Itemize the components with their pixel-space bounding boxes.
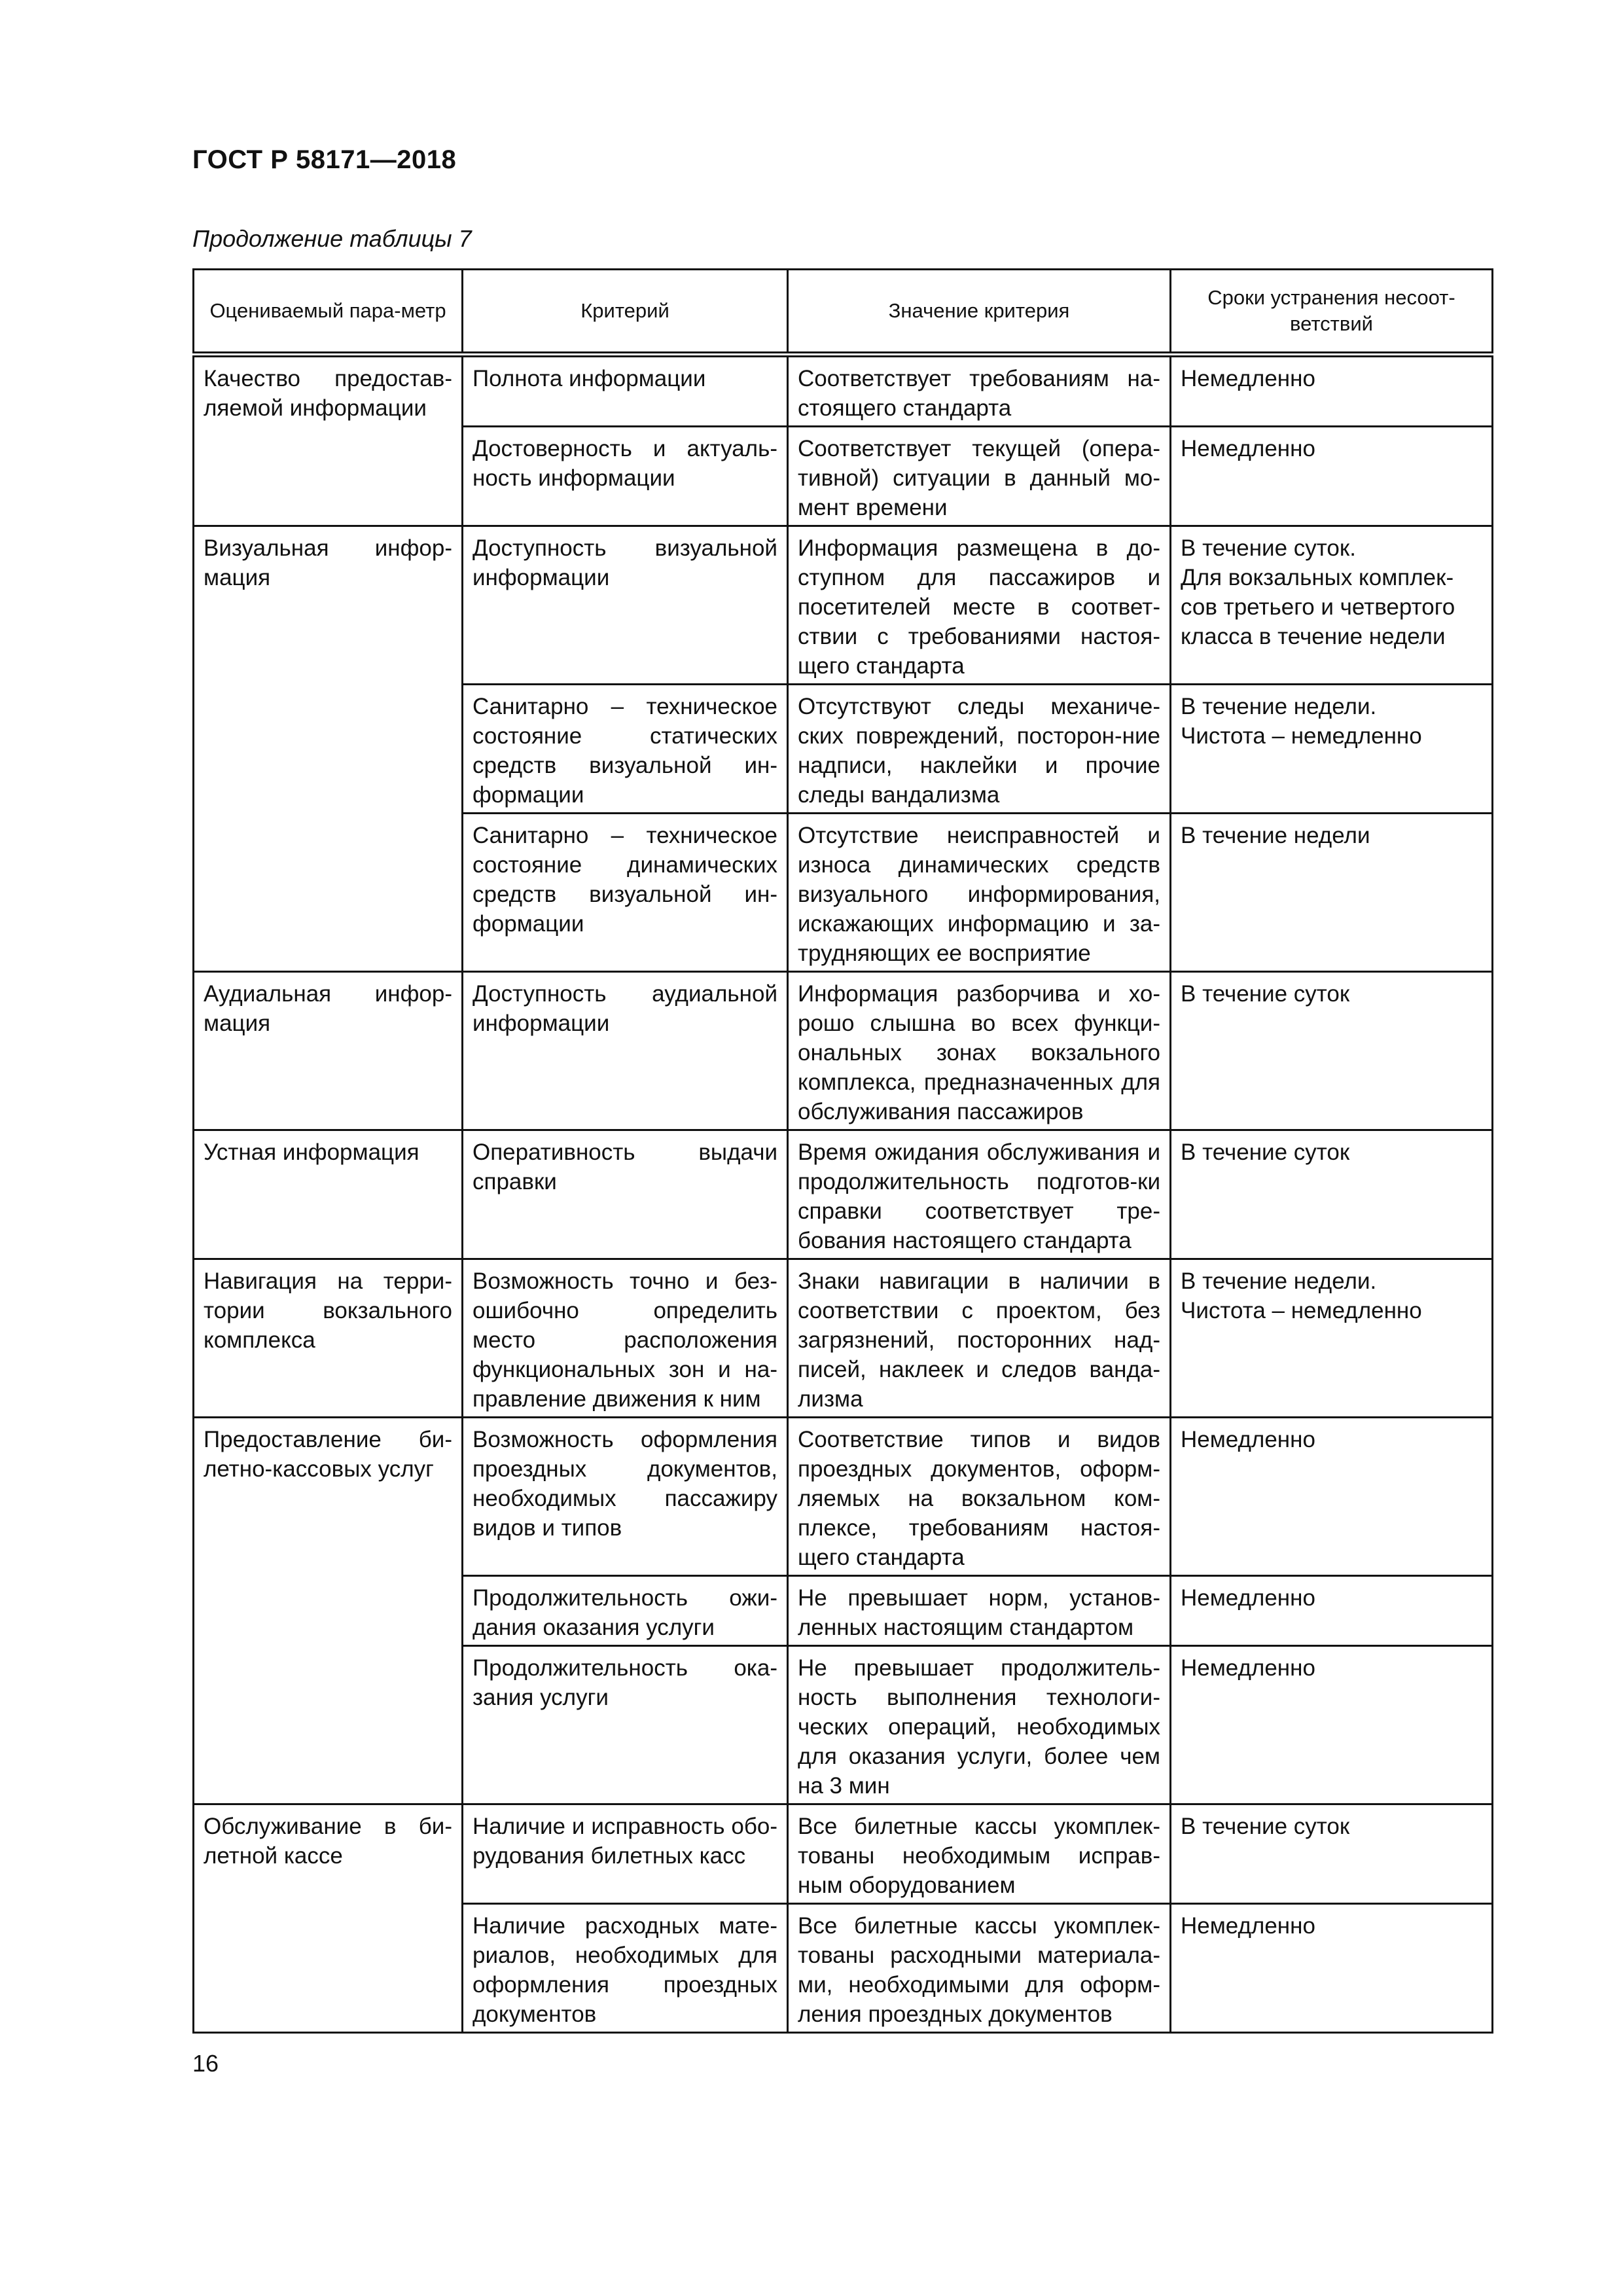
parameter-cell: Предоставление би-летно-кассовых услуг xyxy=(194,1418,463,1804)
deadline-cell: Немедленно xyxy=(1171,427,1493,526)
parameter-cell: Качество предостав-ляемой информации xyxy=(194,355,463,526)
criterion-cell: Полнота информации xyxy=(463,355,788,427)
value-cell: Не превышает продолжитель-ность выполнения технологи-ческих операций, необходимых для оказания услуги, более чем на 3 мин xyxy=(788,1646,1171,1804)
criterion-cell: Доступность визуальной информации xyxy=(463,526,788,685)
criterion-cell: Оперативность выдачи справки xyxy=(463,1130,788,1259)
deadline-cell: Немедленно xyxy=(1171,355,1493,427)
column-header-deadline: Сроки устранения несоот-ветствий xyxy=(1171,270,1493,355)
deadline-cell: Немедленно xyxy=(1171,1646,1493,1804)
criterion-cell: Продолжительность ожи-дания оказания услуги xyxy=(463,1576,788,1646)
criterion-cell: Санитарно – техническое состояние динамических средств визуальной ин-формации xyxy=(463,814,788,972)
criterion-cell: Доступность аудиальной информации xyxy=(463,972,788,1130)
criterion-cell: Возможность оформления проездных документов, необходимых пассажиру видов и типов xyxy=(463,1418,788,1576)
parameter-cell: Навигация на терри-тории вокзального комплекса xyxy=(194,1259,463,1418)
deadline-cell: В течение недели xyxy=(1171,814,1493,972)
parameter-cell: Визуальная инфор-мация xyxy=(194,526,463,972)
value-cell: Знаки навигации в наличии в соответствии с проектом, без загрязнений, посторонних над-писей, наклеек и следов ванда-лизма xyxy=(788,1259,1171,1418)
table-row xyxy=(194,1259,1493,1418)
value-cell: Соответствие типов и видов проездных документов, оформ-ляемых на вокзальном ком-плексе, требованиям настоя-щего стандарта xyxy=(788,1418,1171,1576)
value-cell: Информация разборчива и хо-рошо слышна во всех функци-ональных зонах вокзального комплекса, предназначенных для обслуживания пассажиров xyxy=(788,972,1171,1130)
table-row xyxy=(194,526,1493,685)
table-row xyxy=(194,1804,1493,1904)
deadline-cell: Немедленно xyxy=(1171,1418,1493,1576)
table-row xyxy=(194,1418,1493,1576)
value-cell: Время ожидания обслуживания и продолжительность подготов-ки справки соответствует тре-бования настоящего стандарта xyxy=(788,1130,1171,1259)
criterion-cell: Возможность точно и без-ошибочно определить место расположения функциональных зон и на-правление движения к ним xyxy=(463,1259,788,1418)
criterion-cell: Наличие и исправность обо-рудования билетных касс xyxy=(463,1804,788,1904)
table-row xyxy=(194,1130,1493,1259)
table-header-row xyxy=(194,270,1493,355)
column-header-value: Значение критерия xyxy=(788,270,1171,355)
value-cell: Отсутствуют следы механиче-ских повреждений, посторон-ние надписи, наклейки и прочие следы вандализма xyxy=(788,685,1171,814)
value-cell: Соответствует требованиям на-стоящего стандарта xyxy=(788,355,1171,427)
criterion-cell: Продолжительность ока-зания услуги xyxy=(463,1646,788,1804)
table-row xyxy=(194,972,1493,1130)
criterion-cell: Достоверность и актуаль-ность информации xyxy=(463,427,788,526)
value-cell: Отсутствие неисправностей и износа динамических средств визуального информирования, искажающих информацию и за-трудняющих ее восприятие xyxy=(788,814,1171,972)
deadline-cell: В течение суток. Для вокзальных комплек-сов третьего и четвертого класса в течение недели xyxy=(1171,526,1493,685)
parameter-cell: Устная информация xyxy=(194,1130,463,1259)
deadline-cell: В течение суток xyxy=(1171,1130,1493,1259)
value-cell: Соответствует текущей (опера-тивной) ситуации в данный мо-мент времени xyxy=(788,427,1171,526)
deadline-cell: Немедленно xyxy=(1171,1576,1493,1646)
criteria-table xyxy=(192,268,1493,2034)
value-cell: Все билетные кассы укомплек-тованы расходными материала-ми, необходимыми для оформ-ления проездных документов xyxy=(788,1904,1171,2033)
value-cell: Все билетные кассы укомплек-тованы необходимым исправ-ным оборудованием xyxy=(788,1804,1171,1904)
column-header-criterion: Критерий xyxy=(463,270,788,355)
deadline-cell: В течение недели. Чистота – немедленно xyxy=(1171,685,1493,814)
table-caption: Продолжение таблицы 7 xyxy=(192,225,472,252)
value-cell: Информация размещена в до-ступном для пассажиров и посетителей месте в соответ-ствии с требованиями настоя-щего стандарта xyxy=(788,526,1171,685)
parameter-cell: Обслуживание в би-летной кассе xyxy=(194,1804,463,2033)
deadline-cell: В течение недели. Чистота – немедленно xyxy=(1171,1259,1493,1418)
criterion-cell: Наличие расходных мате-риалов, необходимых для оформления проездных документов xyxy=(463,1904,788,2033)
deadline-cell: В течение суток xyxy=(1171,1804,1493,1904)
value-cell: Не превышает норм, установ-ленных настоящим стандартом xyxy=(788,1576,1171,1646)
column-header-parameter: Оцениваемый пара-метр xyxy=(194,270,463,355)
criterion-cell: Санитарно – техническое состояние статических средств визуальной ин-формации xyxy=(463,685,788,814)
document-designation: ГОСТ Р 58171—2018 xyxy=(192,145,457,174)
parameter-cell: Аудиальная инфор-мация xyxy=(194,972,463,1130)
page-number: 16 xyxy=(192,2050,219,2077)
deadline-cell: В течение суток xyxy=(1171,972,1493,1130)
table-row xyxy=(194,355,1493,427)
deadline-cell: Немедленно xyxy=(1171,1904,1493,2033)
